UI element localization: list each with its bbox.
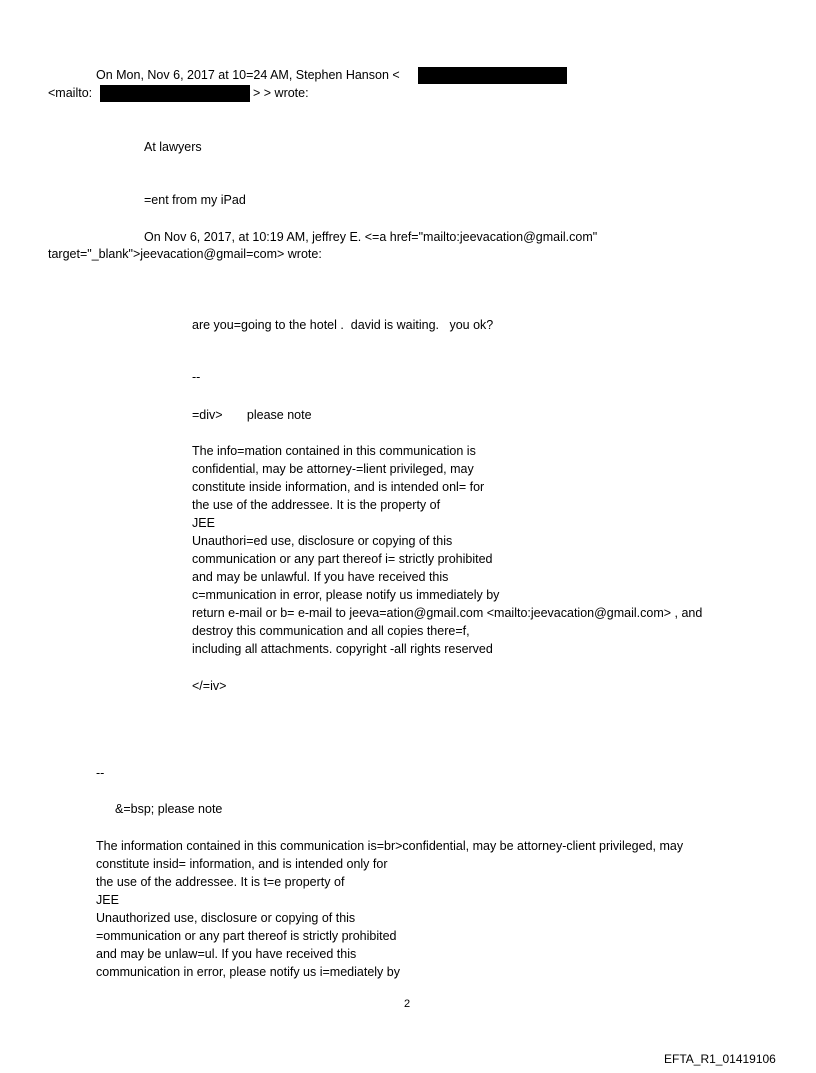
- reply-line-1: At lawyers: [144, 140, 202, 154]
- redaction-box-1: [418, 67, 567, 84]
- outer-disclaimer-line: JEE: [96, 893, 119, 907]
- header-line-2-suffix: > > wrote:: [253, 86, 309, 100]
- inner-disclaimer-line: JEE: [192, 516, 215, 530]
- inner-div-close: </=iv>: [192, 679, 227, 693]
- page-number: 2: [404, 998, 411, 1010]
- header-line-2-prefix: <mailto:: [48, 86, 93, 100]
- inner-disclaimer-line: communication or any part thereof i= strictly prohibited: [192, 552, 493, 566]
- document-id: EFTA_R1_01419106: [664, 1052, 776, 1066]
- inner-disclaimer-line: return e-mail or b= e-mail to jeeva=ation@gmail.com <mailto:jeevacation@gmail.com> , and: [192, 606, 703, 620]
- quote-header-line-1: On Nov 6, 2017, at 10:19 AM, jeffrey E. <=a href="mailto:jeevacation@gmail.com": [144, 230, 598, 244]
- outer-disclaimer-line: constitute insid= information, and is intended only for: [96, 857, 388, 871]
- inner-disclaimer-line: the use of the addressee. It is the property of: [192, 498, 441, 512]
- outer-separator: --: [96, 766, 105, 780]
- redaction-box-2: [100, 85, 250, 102]
- outer-disclaimer-line: The information contained in this communication is=br>confidential, may be attorney-client privileged, may: [96, 839, 684, 853]
- outer-disclaimer-line: =ommunication or any part thereof is strictly prohibited: [96, 929, 397, 943]
- reply-line-2: =ent from my iPad: [144, 193, 246, 207]
- quote-header-line-2: target="_blank">jeevacation@gmail=com> wrote:: [48, 247, 322, 261]
- header-line-1: On Mon, Nov 6, 2017 at 10=24 AM, Stephen Hanson <: [96, 68, 400, 82]
- outer-disclaimer-line: the use of the addressee. It is t=e property of: [96, 875, 345, 889]
- outer-note: &=bsp; please note: [115, 802, 223, 816]
- inner-disclaimer-line: including all attachments. copyright -all rights reserved: [192, 642, 493, 656]
- inner-message: are you=going to the hotel . david is waiting. you ok?: [192, 318, 494, 332]
- outer-disclaimer-line: and may be unlaw=ul. If you have received this: [96, 947, 357, 961]
- inner-disclaimer-line: constitute inside information, and is intended onl= for: [192, 480, 485, 494]
- inner-disclaimer-line: destroy this communication and all copies there=f,: [192, 624, 470, 638]
- inner-div-open: =div> please note: [192, 408, 312, 422]
- inner-disclaimer-line: The info=mation contained in this communication is: [192, 444, 476, 458]
- outer-disclaimer-line: Unauthorized use, disclosure or copying of this: [96, 911, 356, 925]
- inner-disclaimer-line: Unauthori=ed use, disclosure or copying of this: [192, 534, 453, 548]
- inner-disclaimer-line: c=mmunication in error, please notify us immediately by: [192, 588, 500, 602]
- inner-disclaimer-line: and may be unlawful. If you have received this: [192, 570, 449, 584]
- outer-disclaimer-line: communication in error, please notify us i=mediately by: [96, 965, 400, 979]
- inner-disclaimer-line: confidential, may be attorney-=lient privileged, may: [192, 462, 474, 476]
- inner-separator: --: [192, 370, 201, 384]
